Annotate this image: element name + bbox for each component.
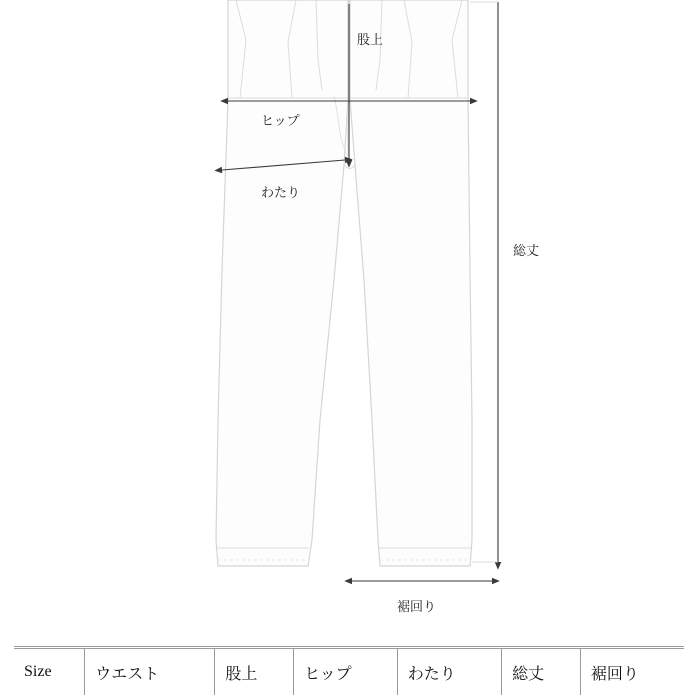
table-header-size: Size <box>14 649 85 696</box>
label-thigh: わたり <box>261 186 301 201</box>
label-hem: 裾回り <box>397 600 437 615</box>
pants-outline <box>216 0 472 566</box>
label-total-length: 総丈 <box>513 244 540 259</box>
table-header-row <box>14 649 684 696</box>
table-header-hem: 裾回り <box>580 649 684 696</box>
table-header-waist: ウエスト <box>85 649 215 696</box>
table-header-hip: ヒップ <box>294 649 398 696</box>
table-top-divider <box>14 646 684 647</box>
table-header-total-length: 総丈 <box>502 649 581 696</box>
table-header-rise: 股上 <box>215 649 294 696</box>
table-header-thigh: わたり <box>397 649 501 696</box>
label-hip: ヒップ <box>261 114 300 129</box>
label-rise: 股上 <box>357 33 384 48</box>
size-table <box>14 648 684 695</box>
measurement-guides <box>470 2 498 562</box>
